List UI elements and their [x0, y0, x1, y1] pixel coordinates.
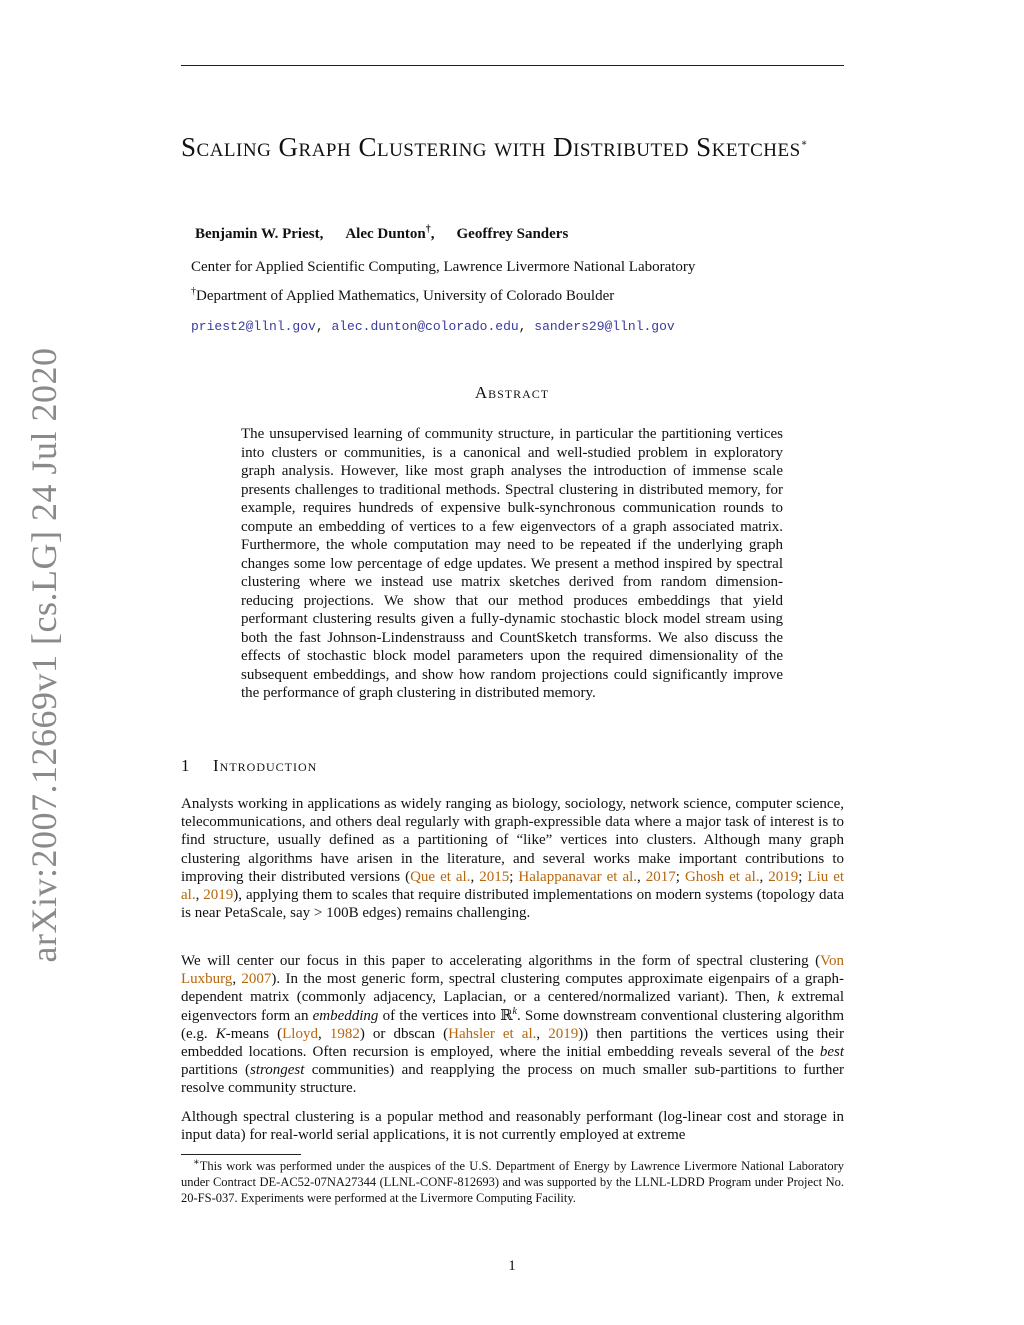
- text-run: ,: [195, 887, 204, 904]
- title-footnote-mark: ∗: [800, 138, 808, 149]
- footnote: [181, 1158, 844, 1206]
- text-run: of the vertices into: [378, 1007, 501, 1024]
- paper-title: [181, 130, 844, 164]
- text-run: communities) and reapplying the process on much smaller sub-partitions to further resolve community structure.: [181, 1062, 845, 1097]
- citation-link[interactable]: Liu et al.: [181, 868, 845, 904]
- text-run: ,: [317, 1025, 330, 1042]
- arxiv-stamp[interactable]: arXiv:2007.12669v1 [cs.LG] 24 Jul 2020: [24, 347, 64, 963]
- text-run: ), applying them to scales that require distributed implementations on modern systems (topology data is near PetaScale, say > 100B edges) remains challenging.: [181, 887, 845, 922]
- citation-link[interactable]: 2019: [548, 1025, 579, 1042]
- email-separator: ,: [518, 319, 535, 334]
- citation-link[interactable]: 2019: [203, 887, 234, 904]
- emphasis: best: [819, 1044, 844, 1061]
- section-heading-introduction: [181, 756, 317, 776]
- affiliation-llnl: Center for Applied Scientific Computing, Lawrence Livermore National Laboratory: [191, 259, 696, 275]
- math-K: K: [215, 1025, 226, 1042]
- footnote-mark: ∗: [193, 1156, 200, 1168]
- affiliation-colorado: [191, 288, 614, 305]
- dagger-mark: †: [191, 286, 196, 297]
- intro-paragraph-1: [181, 795, 844, 922]
- text-run: )) then partitions the vertices using their embedded locations. Often recursion is employed, where the initial embedding reveals several of the: [181, 1025, 845, 1061]
- citation-link[interactable]: Hahsler et al.: [448, 1025, 537, 1042]
- top-rule: [181, 65, 844, 66]
- math-k: k: [777, 989, 785, 1006]
- footnote-rule: [181, 1154, 301, 1155]
- citation-link[interactable]: Que et al.: [410, 868, 471, 885]
- abstract-text: The unsupervised learning of community structure, in particular the partitioning vertices into clusters or communities, is a canonical and well-studied problem in exploratory graph analysis. However, like most graph analyses the introduction of immense scale presents challenges to traditional methods. Spectral clustering in distributed memory, for example, requires hundreds of expensive bulk-synchronous communication rounds to compute an embedding of vertices to a few eigenvectors of a graph associated matrix. Furthermore, the whole computation may need to be repeated if the underlying graph changes some low percentage of edge updates. We present a method inspired by spectral clustering where we instead use matrix sketches derived from random dimension-reducing projections. We show that our method produces embeddings that yield performant clustering results given a fully-dynamic stochastic block model stream using both the fast Johnson-Lindenstrauss and CountSketch transforms. We also discuss the effects of stochastic block model parameters upon the required dimensionality of the subsequent embeddings, and show how random projections could significantly improve the performance of graph clustering in distributed memory.: [241, 426, 783, 701]
- title-text: Scaling Graph Clustering with Distributed Sketches: [181, 132, 801, 162]
- text-run: ;: [675, 868, 685, 885]
- emphasis: strongest: [249, 1062, 305, 1079]
- footnote-text: This work was performed under the auspices of the U.S. Department of Energy by Lawrence Livermore National Laboratory under Contract DE-AC52-07NA27344 (LLNL-CONF-812693) and was supported by the LLNL-LDRD Program under Project No. 20-FS-037. Experiments were performed at the Livermore Computing Facility.: [181, 1159, 844, 1205]
- citation-link[interactable]: Lloyd: [282, 1025, 318, 1042]
- author-priest: Benjamin W. Priest,: [195, 226, 324, 242]
- author-dunton: Alec Dunton: [345, 226, 426, 242]
- math-k-exponent: k: [512, 1005, 517, 1017]
- author-dunton-mark: †: [425, 224, 431, 235]
- abstract-heading: Abstract: [474, 383, 550, 402]
- author-sanders: Geoffrey Sanders: [456, 226, 569, 242]
- text-run: ,: [637, 868, 646, 885]
- affiliation-colorado-text: Department of Applied Mathematics, University of Colorado Boulder: [196, 288, 615, 304]
- math-reals: ℝ: [500, 1007, 513, 1024]
- citation-link[interactable]: 2007: [241, 971, 272, 988]
- section-name: Introduction: [213, 756, 318, 775]
- text-run: ) or dbscan (: [359, 1025, 449, 1042]
- email-separator: ,: [315, 319, 332, 334]
- text-run: partitions (: [181, 1062, 250, 1079]
- text-run: ;: [798, 868, 808, 885]
- text-run: extremal eigenvectors form an: [181, 989, 844, 1024]
- citation-link[interactable]: Ghosh et al.: [684, 868, 760, 885]
- email-dunton[interactable]: alec.dunton@colorado.edu: [331, 319, 519, 334]
- email-priest[interactable]: priest2@llnl.gov: [191, 319, 316, 334]
- intro-paragraph-2: [181, 952, 844, 1098]
- page-number: 1: [508, 1258, 516, 1274]
- citation-link[interactable]: 2017: [645, 868, 676, 885]
- citation-link[interactable]: 2015: [479, 868, 510, 885]
- author-list: [195, 226, 568, 243]
- text-run: ,: [536, 1025, 549, 1042]
- citation-link[interactable]: 2019: [768, 868, 799, 885]
- text-run: ). In the most generic form, spectral clustering computes approximate eigenpairs of a graph-dependent matrix (commonly adjacency, Laplacian, or a centered/normalized variant). Then,: [181, 971, 844, 1006]
- text-run: . Some downstream conventional clustering algorithm (e.g.: [181, 1007, 844, 1042]
- email-sanders[interactable]: sanders29@llnl.gov: [534, 319, 675, 334]
- section-number: 1: [181, 756, 190, 775]
- emphasis: embedding: [312, 1007, 379, 1024]
- text-run: ,: [759, 868, 769, 885]
- citation-link[interactable]: Halappanavar et al.: [518, 868, 638, 885]
- intro-paragraph-3: Although spectral clustering is a popular method and reasonably performant (log-linear cost and storage in input data) for real-world serial applications, it is not currently employed at extreme: [181, 1109, 844, 1144]
- text-run: ,: [470, 868, 480, 885]
- text-run: -means (: [225, 1025, 283, 1042]
- text-run: We will center our focus in this paper to accelerating algorithms in the form of spectral clustering (: [181, 953, 821, 969]
- email-list: [191, 319, 675, 334]
- citation-link[interactable]: 1982: [329, 1025, 360, 1042]
- citation-link[interactable]: Von Luxburg: [181, 953, 844, 988]
- author-separator: ,: [430, 226, 435, 242]
- text-run: Analysts working in applications as widely ranging as biology, sociology, network science, computer science, telecommunications, and others deal regularly with graph-expressible data where a major task of interest is to find structure, usually defined as a partitioning of “like” vertices into clusters. Although many graph clustering algorithms have arisen in the literature, and several works make important contributions to improving their distributed versions (: [181, 796, 844, 885]
- text-run: ,: [232, 971, 242, 988]
- text-run: ;: [509, 868, 519, 885]
